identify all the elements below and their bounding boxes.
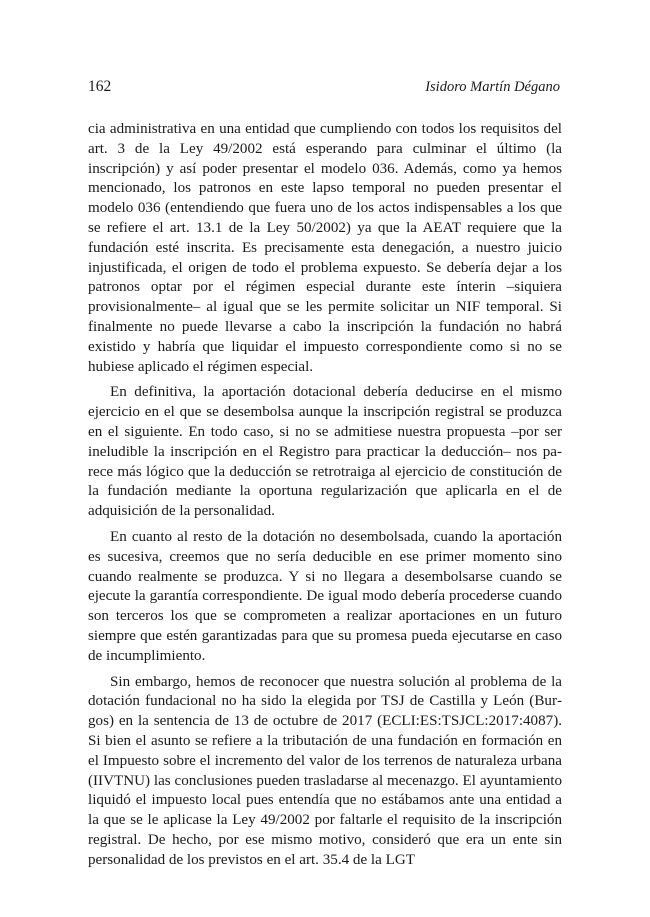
paragraph: En definitiva, la aportación dotacional debería deducirse en el mismo ejercicio en el que se desembolsa aunque la inscripción registral se produzca en el siguiente. En todo caso, si no se admitiese nuestra propuesta –por ser ineludible la inscripción en el Registro para practicar la deducción– nos parece más lógico que la deducción se retrotraiga al ejercicio de constitución de la fundación mediante la oportuna regularización que aplicarla en el de adquisición de la personalidad. — [88, 384, 562, 520]
body-text — [88, 120, 562, 876]
page-number: 162 — [88, 78, 112, 95]
running-author: Isidoro Martín Dégano — [425, 79, 560, 95]
paragraph: Sin embargo, hemos de reconocer que nuestra solución al problema de la dotación fundacional no ha sido la elegida por TSJ de Castilla y León (Burgos) en la sentencia de 13 de octubre de 2017 (ECLI:ES:TSJCL:2017:4087). Si bien el asunto se refiere a la tributación de una fundación en formación en el Impuesto sobre el incremento del valor de los terrenos de naturaleza urbana (IIVTNU) las conclusiones pueden trasladarse al mecenazgo. El ayuntamiento liquidó el impuesto local pues entendía que no estábamos ante una entidad a la que se le aplicase la Ley 49/2002 por faltarle el requisito de la inscripción registral. De hecho, por ese mismo motivo, consideró que era un ente sin personalidad de los previstos en el art. 35.4 de la LGT — [88, 673, 562, 868]
paragraph: cia administrativa en una entidad que cumpliendo con todos los requisitos del art. 3 de la Ley 49/2002 está esperando para culminar el último (la inscripción) y así poder presentar el modelo 036. Además, como ya hemos mencionado, los patronos en este lapso temporal no pueden presentar el modelo 036 (entendiendo que fuera uno de los actos indispensables a los que se refiere el art. 13.1 de la Ley 50/2002) ya que la AEAT requiere que la fundación esté inscrita. Es precisamente esta denegación, a nuestro juicio injustificada, el origen de todo el problema expuesto. Se debería dejar a los patronos optar por el régimen especial durante este ínterin –siquiera provisionalmente– al igual que se les permite solicitar un NIF temporal. Si finalmente no puede llevarse a cabo la inscripción la fundación no habrá existido y habría que liquidar el impuesto correspondiente como si no se hubiese aplicado el régimen especial. — [88, 121, 562, 375]
paragraph: En cuanto al resto de la dotación no desembolsada, cuando la aportación es sucesiva, creemos que no sería deducible en ese primer momento sino cuando realmente se produzca. Y si no llegara a desembolsarse cuando se ejecute la garantía correspondiente. De igual modo debería procederse cuando son terceros los que se comprometen a realizar aportaciones en un futuro siempre que estén garantizadas para que su promesa pueda ejecutarse en caso de incumplimiento. — [88, 528, 562, 664]
running-header — [88, 76, 560, 98]
